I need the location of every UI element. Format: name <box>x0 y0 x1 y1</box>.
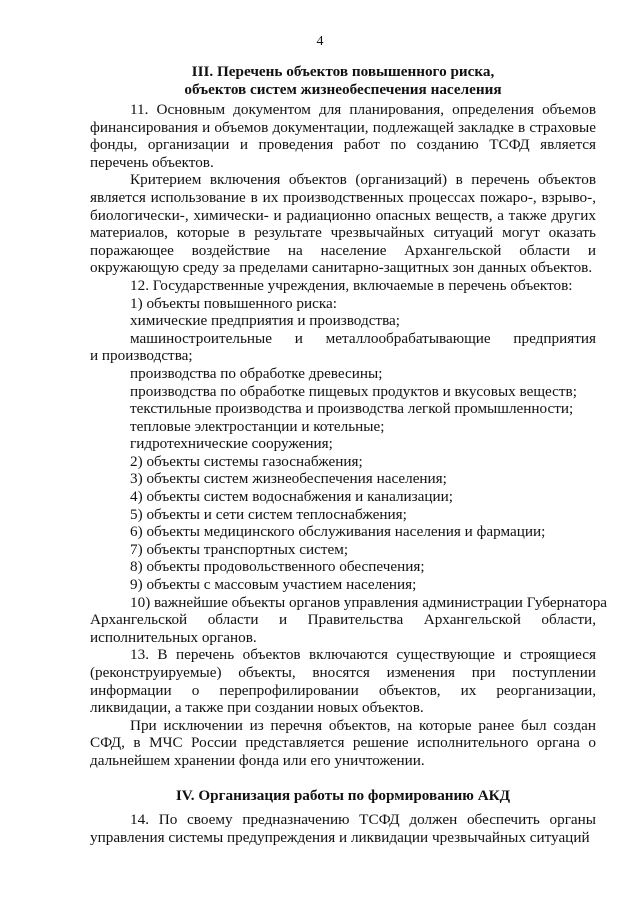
list-item-4: 4) объекты систем водоснабжения и канализации; <box>130 488 454 506</box>
section-3-heading <box>90 63 596 98</box>
paragraph-13: 13. В перечень объектов включаются существующие и строящиеся (реконструируемые) объекты, вносятся изменения при поступлении информации о перепрофилировании объектов, их реорганизации, ликвидации, а также при создании новых объектов. <box>90 646 596 717</box>
list-item-3: 3) объекты систем жизнеобеспечения населения; <box>130 470 447 488</box>
paragraph-criterion: Критерием включения объектов (организаций) в перечень объектов является использование в их производственных процессах пожаро-, взрыво-, биологически-, химически- и радиационно опасных веществ, а также других материалов, которые в результате чрезвычайных ситуаций могут оказать поражающее воздействие на население Архангельской области и окружающую среду за пределами санитарно-защитных зон данных объектов. <box>90 171 596 277</box>
page-number: 4 <box>316 34 324 49</box>
list-item-9: 9) объекты с массовым участием населения; <box>130 576 417 594</box>
list-item-8: 8) объекты продовольственного обеспечения; <box>130 558 425 576</box>
section-3-heading-line-1: III. Перечень объектов повышенного риска, <box>191 63 495 80</box>
list-subitem-food: производства по обработке пищевых продуктов и вкусовых веществ; <box>130 382 577 400</box>
list-item-10-line-2: Архангельской области и Правительства Архангельской области, <box>90 611 596 629</box>
list-item-10-line-3: исполнительных органов. <box>90 628 257 646</box>
list-item-5: 5) объекты и сети систем теплоснабжения; <box>130 505 407 523</box>
section-4-heading: IV. Организация работы по формированию АКД <box>175 787 511 804</box>
list-subitem-machine-building-cont: и производства; <box>90 347 193 365</box>
list-item-6: 6) объекты медицинского обслуживания населения и фармации; <box>130 523 546 541</box>
list-subitem-hydro: гидротехнические сооружения; <box>130 435 333 453</box>
list-item-2: 2) объекты системы газоснабжения; <box>130 452 363 470</box>
list-item-7: 7) объекты транспортных систем; <box>130 540 349 558</box>
paragraph-14: 14. По своему предназначению ТСФД должен обеспечить органы управления системы предупреждения и ликвидации чрезвычайных ситуаций <box>90 811 596 846</box>
list-subitem-wood: производства по обработке древесины; <box>130 364 383 382</box>
list-item-1: 1) объекты повышенного риска: <box>130 294 337 312</box>
section-3-body <box>90 101 608 770</box>
section-4-body <box>90 811 596 846</box>
section-3-heading-line-2: объектов систем жизнеобеспечения населения <box>184 80 502 98</box>
list-subitem-textile: текстильные производства и производства легкой промышленности; <box>130 400 574 418</box>
list-item-10: 10) важнейшие объекты органов управления администрации Губернатора <box>130 593 608 611</box>
list-subitem-power: тепловые электростанции и котельные; <box>130 417 385 435</box>
paragraph-exclusion: При исключении из перечня объектов, на которые ранее был создан СФД, в МЧС России представляется решение исполнительного органа о дальнейшем хранении фонда или его уничтожении. <box>90 716 596 769</box>
paragraph-12: 12. Государственные учреждения, включаемые в перечень объектов: <box>130 276 573 294</box>
list-subitem-chemical: химические предприятия и производства; <box>130 312 401 330</box>
list-subitem-machine-building: машиностроительные и металлообрабатывающие предприятия <box>130 329 596 347</box>
paragraph-11: 11. Основным документом для планирования, определения объемов финансирования и объемов документации, подлежащей закладке в страховые фонды, организации и проведения работ по созданию ТСФД является перечень объектов. <box>90 101 596 171</box>
